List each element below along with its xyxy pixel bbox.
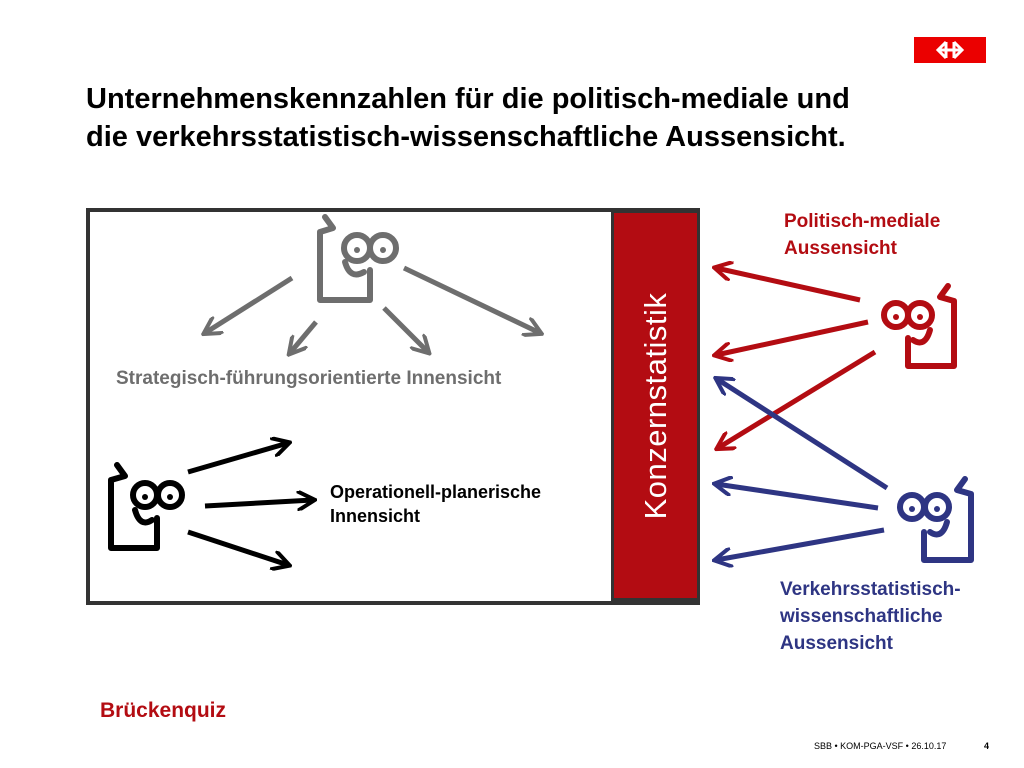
person-icon-black: [111, 465, 182, 548]
brueckenquiz-label: Brückenquiz: [100, 699, 227, 722]
person-icon-navy: [900, 479, 971, 560]
person-icon-red: [884, 286, 954, 366]
arrow-icon-gray-2: [290, 322, 316, 353]
arrow-icon-red-group: [716, 268, 875, 448]
operationell-line-2: Innensicht: [330, 506, 421, 526]
politisch-line-2: Aussensicht: [784, 238, 897, 259]
operationell-label: [330, 480, 541, 528]
operationell-line-1: Operationell-planerische: [330, 482, 542, 502]
arrow-icon-gray-3: [384, 308, 428, 352]
arrow-icon-black-3: [188, 532, 288, 565]
arrow-icon-black-group: [188, 443, 313, 565]
arrow-icon-red-1: [716, 268, 860, 300]
arrow-icon-black-1: [188, 443, 288, 472]
arrow-icon-navy-2: [716, 484, 878, 508]
politisch-label: [784, 208, 940, 262]
brueckenquiz-link[interactable]: [100, 698, 226, 723]
politisch-line-1: Politisch-mediale: [784, 211, 941, 232]
title-line-2: die verkehrsstatistisch-wissenschaftliche Aussensicht.: [86, 121, 846, 153]
arrow-icon-navy-3: [716, 530, 884, 560]
arrow-icon-black-2: [205, 500, 313, 506]
arrow-icon-gray-1: [205, 278, 292, 333]
konzernstatistik-label: Konzernstatistik: [637, 292, 673, 519]
arrow-icon-red-2: [716, 322, 868, 355]
person-icon-gray: [320, 217, 396, 300]
arrow-icon-navy-group: [716, 379, 887, 560]
footer-text: SBB • KOM-PGA-VSF • 26.10.17: [814, 741, 947, 751]
verkehr-label: [780, 576, 961, 657]
arrow-icon-red-3: [718, 352, 875, 448]
verkehr-line-3: Aussensicht: [780, 633, 893, 654]
title-line-1: Unternehmenskennzahlen für die politisch-mediale und: [86, 83, 850, 115]
page-number: 4: [984, 741, 990, 751]
verkehr-line-1: Verkehrsstatistisch-: [780, 579, 961, 600]
arrow-icon-gray-4: [404, 268, 540, 333]
verkehr-line-2: wissenschaftliche: [780, 606, 943, 627]
strategisch-label: Strategisch-führungsorientierte Innensicht: [116, 368, 502, 389]
